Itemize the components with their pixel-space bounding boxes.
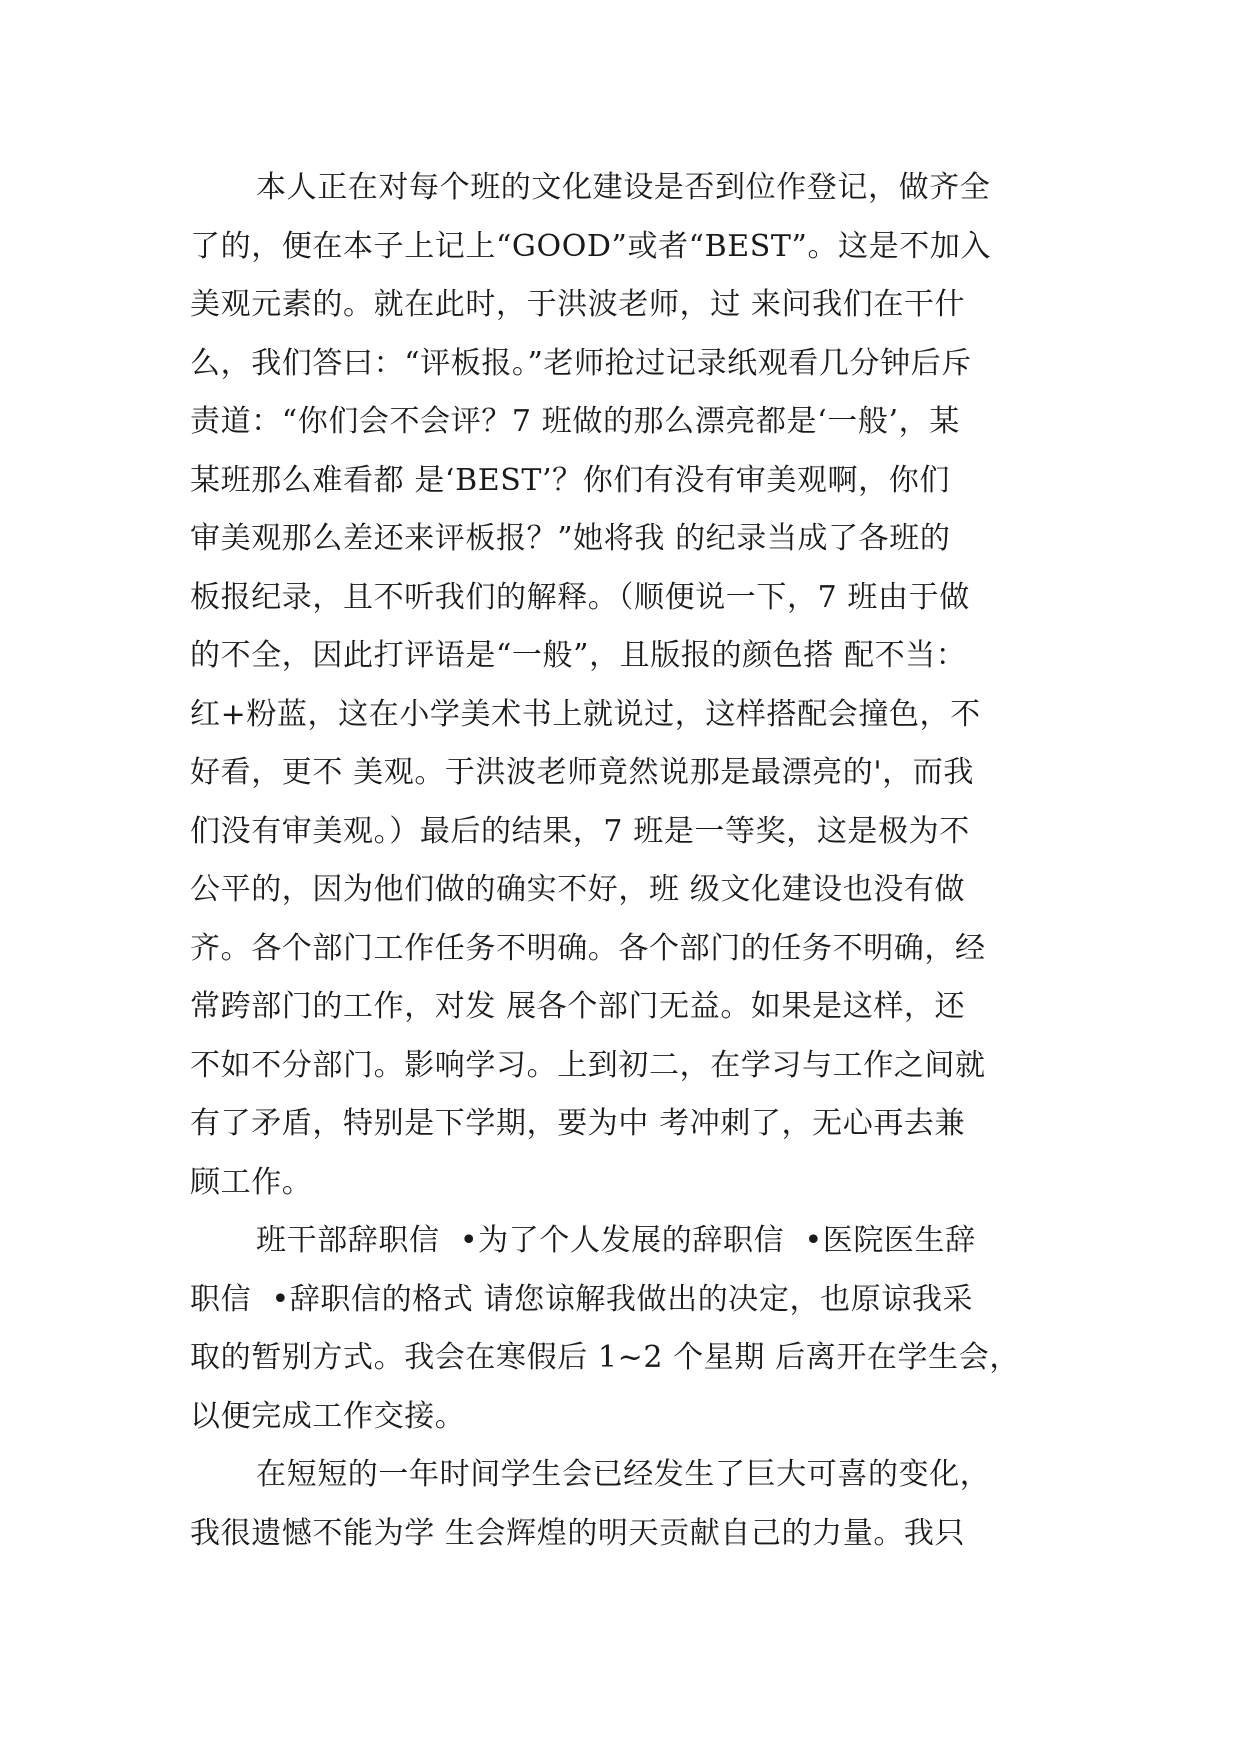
paragraph-2: [190, 1212, 1062, 1446]
paragraph-line: 的不全，因此打评语是“一般”，且版报的颜色搭 配不当：: [190, 638, 967, 673]
paragraph-1: [190, 159, 1062, 1212]
paragraph-line: 我很遗憾不能为学 生会辉煌的明天贡献自己的力量。我只: [190, 1515, 966, 1551]
paragraph-3: [190, 1446, 1062, 1563]
paragraph-line: 板报纪录，且不听我们的解释。（顺便说一下，7 班由于做: [190, 579, 970, 615]
paragraph-line: 们没有审美观。）最后的结果，7 班是一等奖，这是极为不: [190, 813, 970, 849]
paragraph-line: 本人正在对每个班的文化建设是否到位作登记，做齐全: [256, 170, 991, 205]
paragraph-line: 好看，更不 美观。于洪波老师竟然说那是最漂亮的'，而我: [190, 755, 974, 790]
paragraph-line: 红+粉蓝，这在小学美术书上就说过，这样搭配会撞色，不: [190, 696, 981, 732]
paragraph-line: 齐。各个部门工作任务不明确。各个部门的任务不明确，经: [190, 930, 986, 966]
paragraph-line: 班干部辞职信 •为了个人发展的辞职信 •医院医生辞: [256, 1223, 976, 1258]
paragraph-line: 责道：“你们会不会评？7 班做的那么漂亮都是‘一般’，某: [190, 404, 960, 439]
document-body: [190, 159, 1062, 1563]
paragraph-line: 有了矛盾，特别是下学期，要为中 考冲刺了，无心再去兼: [190, 1106, 966, 1141]
paragraph-line: 美观元素的。就在此时，于洪波老师，过 来问我们在干什: [190, 287, 966, 322]
paragraph-line: 不如不分部门。影响学习。上到初二，在学习与工作之间就: [190, 1047, 986, 1083]
paragraph-line: 么，我们答曰：“评板报。”老师抢过记录纸观看几分钟后斥: [190, 345, 972, 381]
paragraph-line: 审美观那么差还来评板报？”她将我 的纪录当成了各班的: [190, 521, 951, 556]
paragraph-line: 以便完成工作交接。: [190, 1398, 466, 1434]
paragraph-line: 了的，便在本子上记上“GOOD”或者“BEST”。这是不加入: [190, 228, 992, 264]
paragraph-line: 在短短的一年时间学生会已经发生了巨大可喜的变化，: [256, 1457, 991, 1492]
paragraph-line: 职信 •辞职信的格式 请您谅解我做出的决定，也原谅我采: [190, 1281, 974, 1317]
paragraph-line: 某班那么难看都 是‘BEST’？你们有没有审美观啊，你们: [190, 462, 950, 498]
paragraph-line: 公平的，因为他们做的确实不好，班 级文化建设也没有做: [190, 872, 966, 907]
paragraph-line: 取的暂别方式。我会在寒假后 1~2 个星期 后离开在学生会，: [190, 1340, 1020, 1375]
paragraph-line: 常跨部门的工作，对发 展各个部门无益。如果是这样，还: [190, 989, 966, 1024]
paragraph-line: 顾工作。: [190, 1164, 313, 1200]
